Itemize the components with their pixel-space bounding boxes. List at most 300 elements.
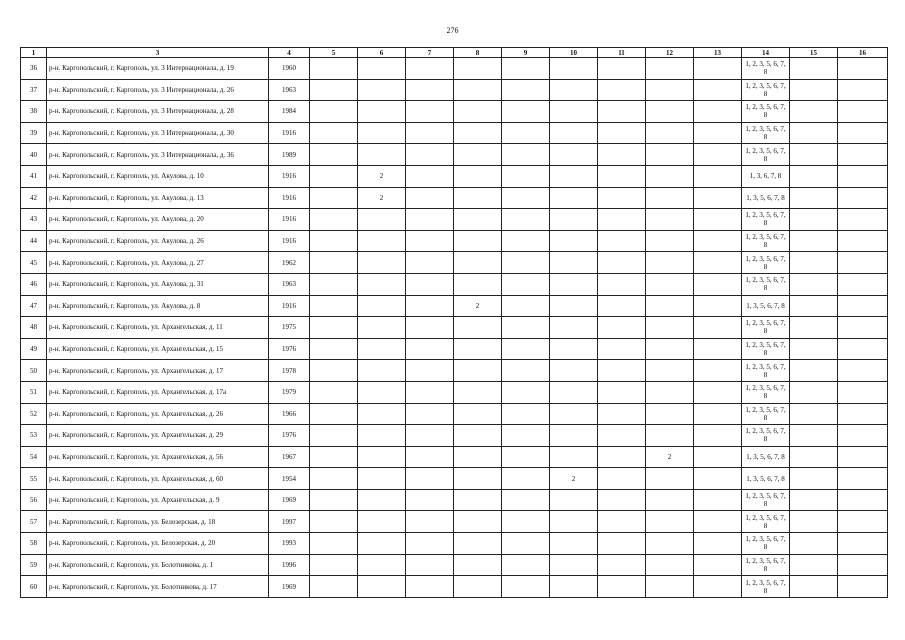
column-header-14: 14	[742, 48, 790, 58]
cell-col-11	[598, 576, 646, 598]
cell-col-7	[406, 360, 454, 382]
cell-col-8	[454, 101, 502, 123]
cell-col-5	[310, 360, 358, 382]
cell-col-1: 59	[21, 554, 47, 576]
cell-col-8	[454, 79, 502, 101]
column-header-4: 4	[269, 48, 310, 58]
cell-col-1: 60	[21, 576, 47, 598]
cell-col-14: 1, 2, 3, 5, 6, 7, 8	[742, 425, 790, 447]
cell-col-7	[406, 533, 454, 555]
cell-col-9	[502, 576, 550, 598]
cell-col-12	[646, 533, 694, 555]
cell-col-13	[694, 122, 742, 144]
cell-col-6	[358, 58, 406, 80]
cell-col-3: р-н. Каргопольский, г. Каргополь, ул. 3 Интернационала, д. 28	[47, 101, 269, 123]
cell-col-4: 1996	[269, 554, 310, 576]
cell-col-12	[646, 252, 694, 274]
cell-col-13	[694, 446, 742, 468]
cell-col-5	[310, 273, 358, 295]
cell-col-9	[502, 122, 550, 144]
cell-col-6	[358, 576, 406, 598]
cell-col-13	[694, 489, 742, 511]
table-row	[21, 511, 888, 533]
cell-col-7	[406, 489, 454, 511]
cell-col-6	[358, 295, 406, 317]
table-row	[21, 122, 888, 144]
cell-col-1: 52	[21, 403, 47, 425]
cell-col-1: 39	[21, 122, 47, 144]
cell-col-10	[550, 446, 598, 468]
housing-register-table	[20, 47, 888, 598]
cell-col-16	[838, 511, 888, 533]
cell-col-4: 1976	[269, 338, 310, 360]
cell-col-4: 1967	[269, 446, 310, 468]
column-header-13: 13	[694, 48, 742, 58]
cell-col-13	[694, 252, 742, 274]
cell-col-8	[454, 360, 502, 382]
cell-col-4: 1969	[269, 576, 310, 598]
table-row	[21, 187, 888, 209]
cell-col-14: 1, 2, 3, 5, 6, 7, 8	[742, 533, 790, 555]
cell-col-10	[550, 317, 598, 339]
table-row	[21, 489, 888, 511]
cell-col-5	[310, 425, 358, 447]
cell-col-6	[358, 446, 406, 468]
table-row	[21, 79, 888, 101]
cell-col-6	[358, 230, 406, 252]
cell-col-14: 1, 2, 3, 5, 6, 7, 8	[742, 511, 790, 533]
cell-col-11	[598, 273, 646, 295]
cell-col-9	[502, 252, 550, 274]
cell-col-5	[310, 338, 358, 360]
cell-col-7	[406, 338, 454, 360]
cell-col-16	[838, 295, 888, 317]
cell-col-4: 1969	[269, 489, 310, 511]
cell-col-11	[598, 403, 646, 425]
cell-col-9	[502, 425, 550, 447]
cell-col-8	[454, 122, 502, 144]
cell-col-3: р-н. Каргопольский, г. Каргополь, ул. Архангельская, д. 56	[47, 446, 269, 468]
table-row	[21, 144, 888, 166]
cell-col-3: р-н. Каргопольский, г. Каргополь, ул. 3 Интернационала, д. 30	[47, 122, 269, 144]
table-row	[21, 209, 888, 231]
table-row	[21, 273, 888, 295]
cell-col-1: 45	[21, 252, 47, 274]
cell-col-7	[406, 425, 454, 447]
cell-col-12	[646, 511, 694, 533]
cell-col-8	[454, 533, 502, 555]
cell-col-1: 48	[21, 317, 47, 339]
cell-col-1: 58	[21, 533, 47, 555]
column-header-15: 15	[790, 48, 838, 58]
cell-col-10	[550, 187, 598, 209]
cell-col-3: р-н. Каргопольский, г. Каргополь, ул. Акулова, д. 20	[47, 209, 269, 231]
cell-col-6	[358, 403, 406, 425]
cell-col-10	[550, 273, 598, 295]
cell-col-7	[406, 295, 454, 317]
cell-col-15	[790, 58, 838, 80]
table-row	[21, 554, 888, 576]
cell-col-5	[310, 576, 358, 598]
cell-col-7	[406, 403, 454, 425]
cell-col-12	[646, 489, 694, 511]
cell-col-5	[310, 122, 358, 144]
cell-col-12	[646, 554, 694, 576]
cell-col-3: р-н. Каргопольский, г. Каргополь, ул. 3 Интернационала, д. 36	[47, 144, 269, 166]
column-header-7: 7	[406, 48, 454, 58]
cell-col-1: 44	[21, 230, 47, 252]
cell-col-12	[646, 338, 694, 360]
cell-col-16	[838, 273, 888, 295]
cell-col-11	[598, 533, 646, 555]
cell-col-8	[454, 381, 502, 403]
cell-col-14: 1, 2, 3, 5, 6, 7, 8	[742, 338, 790, 360]
cell-col-13	[694, 187, 742, 209]
cell-col-4: 1978	[269, 360, 310, 382]
cell-col-13	[694, 209, 742, 231]
cell-col-9	[502, 381, 550, 403]
cell-col-15	[790, 317, 838, 339]
cell-col-5	[310, 165, 358, 187]
cell-col-16	[838, 554, 888, 576]
cell-col-12	[646, 317, 694, 339]
cell-col-16	[838, 144, 888, 166]
cell-col-15	[790, 360, 838, 382]
cell-col-6: 2	[358, 187, 406, 209]
cell-col-16	[838, 425, 888, 447]
table-row	[21, 360, 888, 382]
cell-col-5	[310, 252, 358, 274]
cell-col-15	[790, 187, 838, 209]
cell-col-8	[454, 58, 502, 80]
cell-col-11	[598, 101, 646, 123]
cell-col-16	[838, 338, 888, 360]
cell-col-4: 1984	[269, 101, 310, 123]
cell-col-8	[454, 252, 502, 274]
cell-col-7	[406, 252, 454, 274]
cell-col-10: 2	[550, 468, 598, 490]
column-header-16: 16	[838, 48, 888, 58]
cell-col-8	[454, 446, 502, 468]
cell-col-12	[646, 295, 694, 317]
cell-col-16	[838, 381, 888, 403]
cell-col-9	[502, 144, 550, 166]
cell-col-5	[310, 446, 358, 468]
cell-col-1: 51	[21, 381, 47, 403]
cell-col-15	[790, 209, 838, 231]
cell-col-8	[454, 468, 502, 490]
cell-col-16	[838, 230, 888, 252]
cell-col-6: 2	[358, 165, 406, 187]
cell-col-12: 2	[646, 446, 694, 468]
cell-col-9	[502, 187, 550, 209]
cell-col-8	[454, 165, 502, 187]
cell-col-11	[598, 338, 646, 360]
cell-col-10	[550, 144, 598, 166]
cell-col-6	[358, 381, 406, 403]
cell-col-15	[790, 468, 838, 490]
cell-col-12	[646, 101, 694, 123]
cell-col-10	[550, 576, 598, 598]
cell-col-11	[598, 468, 646, 490]
cell-col-16	[838, 209, 888, 231]
cell-col-11	[598, 446, 646, 468]
cell-col-14: 1, 3, 5, 6, 7, 8	[742, 468, 790, 490]
cell-col-9	[502, 79, 550, 101]
cell-col-13	[694, 338, 742, 360]
cell-col-8	[454, 489, 502, 511]
cell-col-1: 41	[21, 165, 47, 187]
cell-col-11	[598, 165, 646, 187]
cell-col-1: 56	[21, 489, 47, 511]
cell-col-10	[550, 403, 598, 425]
cell-col-10	[550, 165, 598, 187]
cell-col-3: р-н. Каргопольский, г. Каргополь, ул. Акулова, д. 13	[47, 187, 269, 209]
cell-col-13	[694, 425, 742, 447]
table-row	[21, 230, 888, 252]
cell-col-16	[838, 165, 888, 187]
cell-col-1: 57	[21, 511, 47, 533]
cell-col-15	[790, 230, 838, 252]
cell-col-4: 1916	[269, 165, 310, 187]
cell-col-13	[694, 468, 742, 490]
cell-col-6	[358, 209, 406, 231]
cell-col-10	[550, 209, 598, 231]
cell-col-7	[406, 101, 454, 123]
cell-col-13	[694, 144, 742, 166]
cell-col-11	[598, 511, 646, 533]
cell-col-6	[358, 468, 406, 490]
cell-col-8	[454, 576, 502, 598]
cell-col-10	[550, 511, 598, 533]
table-row	[21, 58, 888, 80]
cell-col-14: 1, 2, 3, 5, 6, 7, 8	[742, 144, 790, 166]
cell-col-1: 40	[21, 144, 47, 166]
table-row	[21, 295, 888, 317]
cell-col-9	[502, 101, 550, 123]
cell-col-5	[310, 144, 358, 166]
cell-col-13	[694, 576, 742, 598]
cell-col-12	[646, 187, 694, 209]
cell-col-3: р-н. Каргопольский, г. Каргополь, ул. Белозерская, д. 18	[47, 511, 269, 533]
cell-col-15	[790, 144, 838, 166]
cell-col-10	[550, 79, 598, 101]
cell-col-1: 54	[21, 446, 47, 468]
cell-col-16	[838, 489, 888, 511]
cell-col-9	[502, 360, 550, 382]
cell-col-6	[358, 317, 406, 339]
cell-col-10	[550, 230, 598, 252]
cell-col-12	[646, 576, 694, 598]
cell-col-9	[502, 533, 550, 555]
cell-col-8	[454, 273, 502, 295]
cell-col-14: 1, 2, 3, 5, 6, 7, 8	[742, 79, 790, 101]
cell-col-4: 1960	[269, 58, 310, 80]
cell-col-16	[838, 576, 888, 598]
cell-col-10	[550, 489, 598, 511]
cell-col-3: р-н. Каргопольский, г. Каргополь, ул. Архангельская, д. 11	[47, 317, 269, 339]
cell-col-10	[550, 425, 598, 447]
cell-col-3: р-н. Каргопольский, г. Каргополь, ул. Архангельская, д. 60	[47, 468, 269, 490]
column-header-8: 8	[454, 48, 502, 58]
cell-col-9	[502, 489, 550, 511]
cell-col-11	[598, 79, 646, 101]
cell-col-16	[838, 79, 888, 101]
cell-col-3: р-н. Каргопольский, г. Каргополь, ул. Архангельская, д. 26	[47, 403, 269, 425]
cell-col-4: 1997	[269, 511, 310, 533]
cell-col-6	[358, 533, 406, 555]
column-header-6: 6	[358, 48, 406, 58]
cell-col-6	[358, 425, 406, 447]
cell-col-14: 1, 2, 3, 5, 6, 7, 8	[742, 58, 790, 80]
cell-col-9	[502, 58, 550, 80]
cell-col-13	[694, 295, 742, 317]
cell-col-13	[694, 403, 742, 425]
cell-col-12	[646, 230, 694, 252]
cell-col-15	[790, 165, 838, 187]
cell-col-4: 1979	[269, 381, 310, 403]
cell-col-6	[358, 511, 406, 533]
cell-col-15	[790, 79, 838, 101]
cell-col-3: р-н. Каргопольский, г. Каргополь, ул. Акулова, д. 8	[47, 295, 269, 317]
cell-col-14: 1, 3, 5, 6, 7, 8	[742, 446, 790, 468]
cell-col-15	[790, 295, 838, 317]
cell-col-8: 2	[454, 295, 502, 317]
column-header-10: 10	[550, 48, 598, 58]
cell-col-13	[694, 360, 742, 382]
cell-col-3: р-н. Каргопольский, г. Каргополь, ул. Болотникова, д. 17	[47, 576, 269, 598]
cell-col-5	[310, 101, 358, 123]
cell-col-1: 42	[21, 187, 47, 209]
cell-col-7	[406, 468, 454, 490]
table-row	[21, 317, 888, 339]
cell-col-8	[454, 425, 502, 447]
cell-col-13	[694, 79, 742, 101]
cell-col-15	[790, 489, 838, 511]
cell-col-9	[502, 554, 550, 576]
column-header-3: 3	[47, 48, 269, 58]
cell-col-15	[790, 273, 838, 295]
cell-col-9	[502, 165, 550, 187]
cell-col-12	[646, 381, 694, 403]
cell-col-13	[694, 381, 742, 403]
cell-col-4: 1916	[269, 230, 310, 252]
table-row	[21, 468, 888, 490]
cell-col-11	[598, 381, 646, 403]
cell-col-8	[454, 209, 502, 231]
cell-col-5	[310, 187, 358, 209]
cell-col-16	[838, 446, 888, 468]
cell-col-13	[694, 533, 742, 555]
cell-col-15	[790, 446, 838, 468]
cell-col-11	[598, 554, 646, 576]
cell-col-13	[694, 511, 742, 533]
cell-col-13	[694, 165, 742, 187]
cell-col-7	[406, 317, 454, 339]
cell-col-11	[598, 209, 646, 231]
cell-col-14: 1, 2, 3, 5, 6, 7, 8	[742, 317, 790, 339]
cell-col-8	[454, 187, 502, 209]
cell-col-12	[646, 425, 694, 447]
cell-col-14: 1, 2, 3, 5, 6, 7, 8	[742, 403, 790, 425]
cell-col-9	[502, 273, 550, 295]
cell-col-6	[358, 79, 406, 101]
cell-col-9	[502, 295, 550, 317]
cell-col-3: р-н. Каргопольский, г. Каргополь, ул. Архангельская, д. 17а	[47, 381, 269, 403]
cell-col-7	[406, 273, 454, 295]
cell-col-10	[550, 101, 598, 123]
cell-col-3: р-н. Каргопольский, г. Каргополь, ул. Архангельская, д. 29	[47, 425, 269, 447]
cell-col-16	[838, 101, 888, 123]
cell-col-3: р-н. Каргопольский, г. Каргополь, ул. Белозерская, д. 20	[47, 533, 269, 555]
cell-col-15	[790, 122, 838, 144]
table-body	[21, 58, 888, 598]
cell-col-10	[550, 381, 598, 403]
cell-col-13	[694, 273, 742, 295]
table-row	[21, 101, 888, 123]
cell-col-15	[790, 252, 838, 274]
column-header-11: 11	[598, 48, 646, 58]
cell-col-5	[310, 554, 358, 576]
table-row	[21, 252, 888, 274]
cell-col-14: 1, 2, 3, 5, 6, 7, 8	[742, 489, 790, 511]
cell-col-13	[694, 317, 742, 339]
cell-col-14: 1, 2, 3, 5, 6, 7, 8	[742, 554, 790, 576]
cell-col-4: 1975	[269, 317, 310, 339]
cell-col-13	[694, 101, 742, 123]
cell-col-9	[502, 317, 550, 339]
cell-col-5	[310, 468, 358, 490]
cell-col-10	[550, 533, 598, 555]
cell-col-14: 1, 2, 3, 5, 6, 7, 8	[742, 360, 790, 382]
cell-col-10	[550, 295, 598, 317]
cell-col-16	[838, 187, 888, 209]
table-row	[21, 533, 888, 555]
cell-col-11	[598, 360, 646, 382]
table-row	[21, 576, 888, 598]
cell-col-15	[790, 533, 838, 555]
cell-col-15	[790, 511, 838, 533]
table-row	[21, 446, 888, 468]
cell-col-3: р-н. Каргопольский, г. Каргополь, ул. Архангельская, д. 17	[47, 360, 269, 382]
cell-col-1: 49	[21, 338, 47, 360]
cell-col-7	[406, 58, 454, 80]
cell-col-14: 1, 2, 3, 5, 6, 7, 8	[742, 122, 790, 144]
cell-col-12	[646, 209, 694, 231]
cell-col-16	[838, 533, 888, 555]
cell-col-16	[838, 360, 888, 382]
cell-col-4: 1916	[269, 209, 310, 231]
cell-col-7	[406, 144, 454, 166]
cell-col-7	[406, 165, 454, 187]
cell-col-4: 1916	[269, 187, 310, 209]
cell-col-6	[358, 144, 406, 166]
cell-col-16	[838, 403, 888, 425]
cell-col-3: р-н. Каргопольский, г. Каргополь, ул. Архангельская, д. 15	[47, 338, 269, 360]
cell-col-7	[406, 381, 454, 403]
cell-col-6	[358, 122, 406, 144]
cell-col-8	[454, 230, 502, 252]
cell-col-7	[406, 576, 454, 598]
cell-col-12	[646, 360, 694, 382]
cell-col-4: 1993	[269, 533, 310, 555]
cell-col-16	[838, 317, 888, 339]
cell-col-9	[502, 338, 550, 360]
cell-col-14: 1, 2, 3, 5, 6, 7, 8	[742, 252, 790, 274]
cell-col-4: 1962	[269, 252, 310, 274]
cell-col-7	[406, 187, 454, 209]
cell-col-14: 1, 3, 5, 6, 7, 8	[742, 187, 790, 209]
